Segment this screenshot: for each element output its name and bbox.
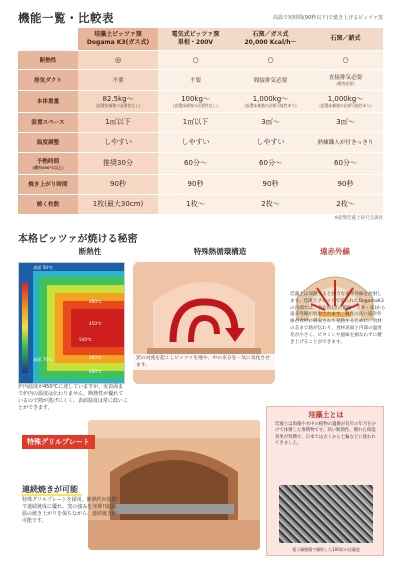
grill-plate-tag: 特殊グリルプレート <box>22 435 95 449</box>
feature-title: 連続焼きが可能 <box>22 485 78 494</box>
table-cell: 90秒 <box>110 180 126 188</box>
table-cell: 直接排気必要 <box>328 75 363 81</box>
table-cell: 100kg～ <box>181 94 210 103</box>
table-cell: 1㎡以下 <box>182 118 209 126</box>
table-cell: 60分～ <box>334 159 357 167</box>
row-label: 温度調整 <box>18 132 78 152</box>
heat-circulation-caption: 窯の対流を起こしピッツァ生地や、中の水分を一気に気化させます。 <box>133 354 275 370</box>
col-header-electric: 電気式ピッツァ窯 単相・200V <box>158 28 233 50</box>
info-title: 珪藻土とは <box>308 411 344 419</box>
thermal-label: 480℃ <box>89 299 102 304</box>
thermal-label: 490℃ <box>89 369 102 374</box>
table-cell-note: (煙突必要) <box>336 81 355 86</box>
table-cell: 1枚(最大30cm) <box>92 200 144 208</box>
table-row <box>18 194 383 214</box>
table-cell: 間接排気必要 <box>253 77 288 84</box>
table-cell: 82.5kg～ <box>102 94 134 103</box>
oven-photo-graphic <box>88 420 260 550</box>
table-cell: 不要 <box>112 77 124 84</box>
comparison-table <box>18 28 383 215</box>
table-cell: 3㎡～ <box>261 118 280 126</box>
table-cell: 60分～ <box>184 159 207 167</box>
table-cell: ◎ <box>114 55 122 64</box>
row-label: 排気ダクト <box>18 69 78 90</box>
col-header-stone-wood: 石窯／薪式 <box>308 28 383 50</box>
table-cell: ○ <box>267 55 274 64</box>
grill-plate-image <box>88 420 260 550</box>
table-row <box>18 174 383 194</box>
table-cell: ○ <box>342 55 349 64</box>
photo-caption: 電子顕微鏡で撮影した100倍の珪藻殻 <box>292 547 360 552</box>
subtitle-insulation: 断熱性 <box>78 247 102 256</box>
col-header-stone-gas: 石窯／ガス式 20,000 Kcal/h～ <box>233 28 308 50</box>
thermal-label: 表面 70℃ <box>33 357 53 362</box>
table-cell: 90秒 <box>262 180 279 188</box>
insulation-caption: 炉内温度が450℃に達していますが、実表面まで炉内の温度は伝わりません。断熱性が優れているので熱が逃げにくく、表面温度は常に低いことができます。 <box>18 384 128 411</box>
table-cell: 90秒 <box>337 180 354 188</box>
table-row <box>18 112 383 132</box>
row-label: 予熱時間 (庫内450℃以上) <box>18 152 78 174</box>
row-label: 断熱性 <box>18 50 78 69</box>
table-cell: 2枚～ <box>336 200 355 208</box>
table-row <box>18 69 383 90</box>
row-label: 設置スペース <box>18 112 78 132</box>
section-title: 本格ピッツァが焼ける秘密 <box>18 234 138 245</box>
thermal-label: 540℃ <box>79 337 92 342</box>
info-text: 珪藻土は海藻や水中の植物の遺骸が長年の年月をかけて体積した堆積物です。高い断熱性、優れた保湿効果が特徴で、日本では古くから七輪などに使われてきました。 <box>275 422 376 447</box>
table-row <box>18 50 383 69</box>
table-source-note: ※能勢珪藻土研究会調査 <box>334 216 383 221</box>
thermal-label: 表面 50℃ <box>33 265 53 270</box>
row-label: 焼き上がり時間 <box>18 174 78 194</box>
table-cell: しやすい <box>181 138 210 146</box>
table-cell: しやすい <box>104 138 132 146</box>
col-header-dogama: 珪藻土ピッツァ窯 Dogama K3(ガス式) <box>78 28 158 50</box>
table-cell: 1枚～ <box>186 200 205 208</box>
table-row <box>18 152 383 174</box>
row-label: 本体重量 <box>18 90 78 112</box>
header-blank <box>18 28 78 50</box>
table-cell-note: (設置床補強の必要性なし) <box>95 102 141 108</box>
table-header-row <box>18 28 383 50</box>
table-cell: 推奨30分 <box>103 159 133 167</box>
table-cell: 熟練職人が付きっきり <box>317 140 374 146</box>
table-cell-note: (設置床補強の必要性なし) <box>173 102 218 108</box>
far-infrared-text: 珪藻土は加熱すると強力な遠赤外線を放射します。珪藻土ブロックで造られたDogamaK3の内部では、全方向(窯の側面・天井・床)から遠赤外線が放射されます。調査の高い遠赤外線が食材に吸収されて発熱するために、食材の芯まで熱が伝わり、食材表面と内部の温度差が小さく、ビタミンや風味を損なわずに焼き上げることができます。 <box>290 292 386 345</box>
thermal-graphic <box>19 263 125 384</box>
table-cell: 1,000kg～ <box>252 94 289 103</box>
table-cell: 60分～ <box>259 159 282 167</box>
header <box>18 10 383 28</box>
table-cell: 不要 <box>189 77 202 84</box>
feature-text: 特殊グリルプレートを採用。断熱性が抜群で連続焼成に優れ、窯の強みを発揮!!超高温の焼き上がりを保ちながら、連続焼きが可能です。 <box>22 497 118 524</box>
table-cell: 90秒 <box>187 180 204 188</box>
subtitle-heat-circulation: 特殊熱循環構造 <box>193 247 247 256</box>
thermal-label: 450℃ <box>89 321 102 326</box>
subtitle-far-infrared: 遠赤外線 <box>320 247 350 256</box>
row-label: 焼く枚数 <box>18 194 78 214</box>
table-cell: 3㎡～ <box>336 118 355 126</box>
table-cell: 1㎡以下 <box>105 118 131 126</box>
table-cell: しやすい <box>256 138 285 146</box>
table-row <box>18 132 383 152</box>
table-cell: 2枚～ <box>261 200 280 208</box>
row-label-note: (庫内450℃以上) <box>32 164 64 170</box>
thermal-image <box>18 262 125 384</box>
page-title: 機能一覧・比較表 <box>18 11 114 25</box>
table-row <box>18 90 383 112</box>
table-cell: 1,000kg～ <box>327 94 364 103</box>
header-note: 高温で短時間(90秒以下)で焼き上げるピッツァ窯 <box>272 15 383 21</box>
thermal-label: 480℃ <box>89 355 102 360</box>
table-cell-note: (設置床補強の必要可能性あり) <box>244 102 297 108</box>
diatomite-info-box <box>266 406 384 556</box>
table-cell-note: (設置床補強の必要可能性あり) <box>319 102 372 108</box>
table-cell: ○ <box>192 55 199 64</box>
microscope-photo <box>279 485 373 543</box>
